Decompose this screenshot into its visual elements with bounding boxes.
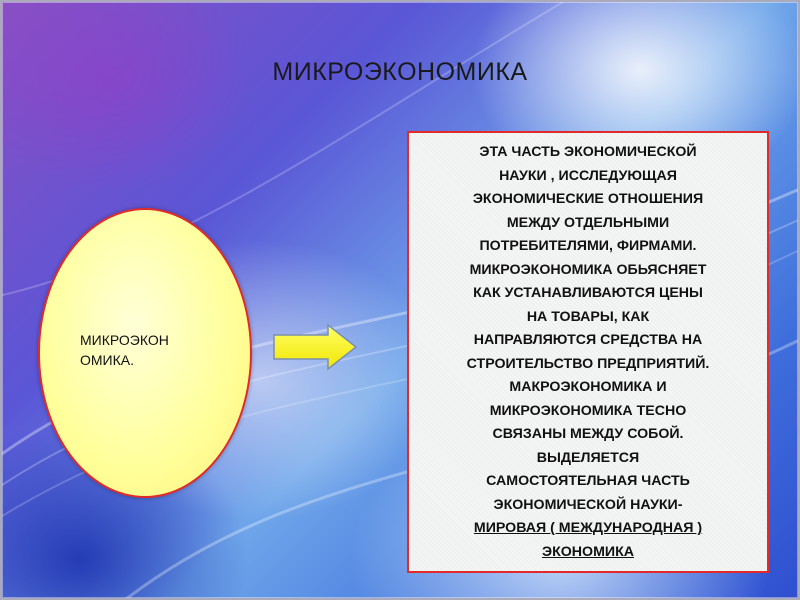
definition-line: НА ТОВАРЫ, КАК — [526, 308, 650, 325]
definition-line: МИКРОЭКОНОМИКА ОБЬЯСНЯЕТ — [469, 261, 707, 278]
definition-line: МЕЖДУ ОТДЕЛЬНЫМИ — [506, 214, 670, 231]
definition-line: КАК УСТАНАВЛИВАЮТСЯ ЦЕНЫ — [473, 285, 703, 301]
ellipse-label — [80, 330, 230, 370]
definition-line: МАКРОЭКОНОМИКА И — [509, 379, 667, 395]
definition-line: ВЫДЕЛЯЕТСЯ — [536, 449, 640, 466]
definition-line-underlined: ЭКОНОМИКА — [542, 543, 634, 560]
ellipse-label-line: МИКРОЭКОН — [80, 332, 169, 348]
definition-line: САМОСТОЯТЕЛЬНАЯ ЧАСТЬ — [486, 473, 690, 489]
definition-line: СТРОИТЕЛЬСТВО ПРЕДПРИЯТИЙ. — [466, 355, 710, 372]
definition-line: ПОТРЕБИТЕЛЯМИ, ФИРМАМИ. — [479, 238, 697, 254]
definition-line: СВЯЗАНЫ МЕЖДУ СОБОЙ. — [492, 426, 684, 442]
slide-title: МИКРОЭКОНОМИКА — [272, 58, 528, 86]
definition-line: ЭКОНОМИЧЕСКИЕ ОТНОШЕНИЯ — [472, 191, 704, 207]
definition-line: ЭКОНОМИЧЕСКОЙ НАУКИ- — [493, 496, 683, 513]
right-arrow-icon — [272, 323, 358, 371]
definition-line-underlined: МИРОВАЯ ( МЕЖДУНАРОДНАЯ ) — [473, 520, 703, 536]
definition-line: МИКРОЭКОНОМИКА ТЕСНО — [489, 402, 687, 419]
definition-box — [407, 131, 769, 573]
definition-line: НАУКИ , ИССЛЕДУЮЩАЯ — [499, 167, 677, 184]
ellipse-label-line: ОМИКА. — [80, 352, 134, 368]
definition-line: ЭТА ЧАСТЬ ЭКОНОМИЧЕСКОЙ — [479, 144, 697, 160]
definition-line: НАПРАВЛЯЮТСЯ СРЕДСТВА НА — [473, 332, 703, 348]
